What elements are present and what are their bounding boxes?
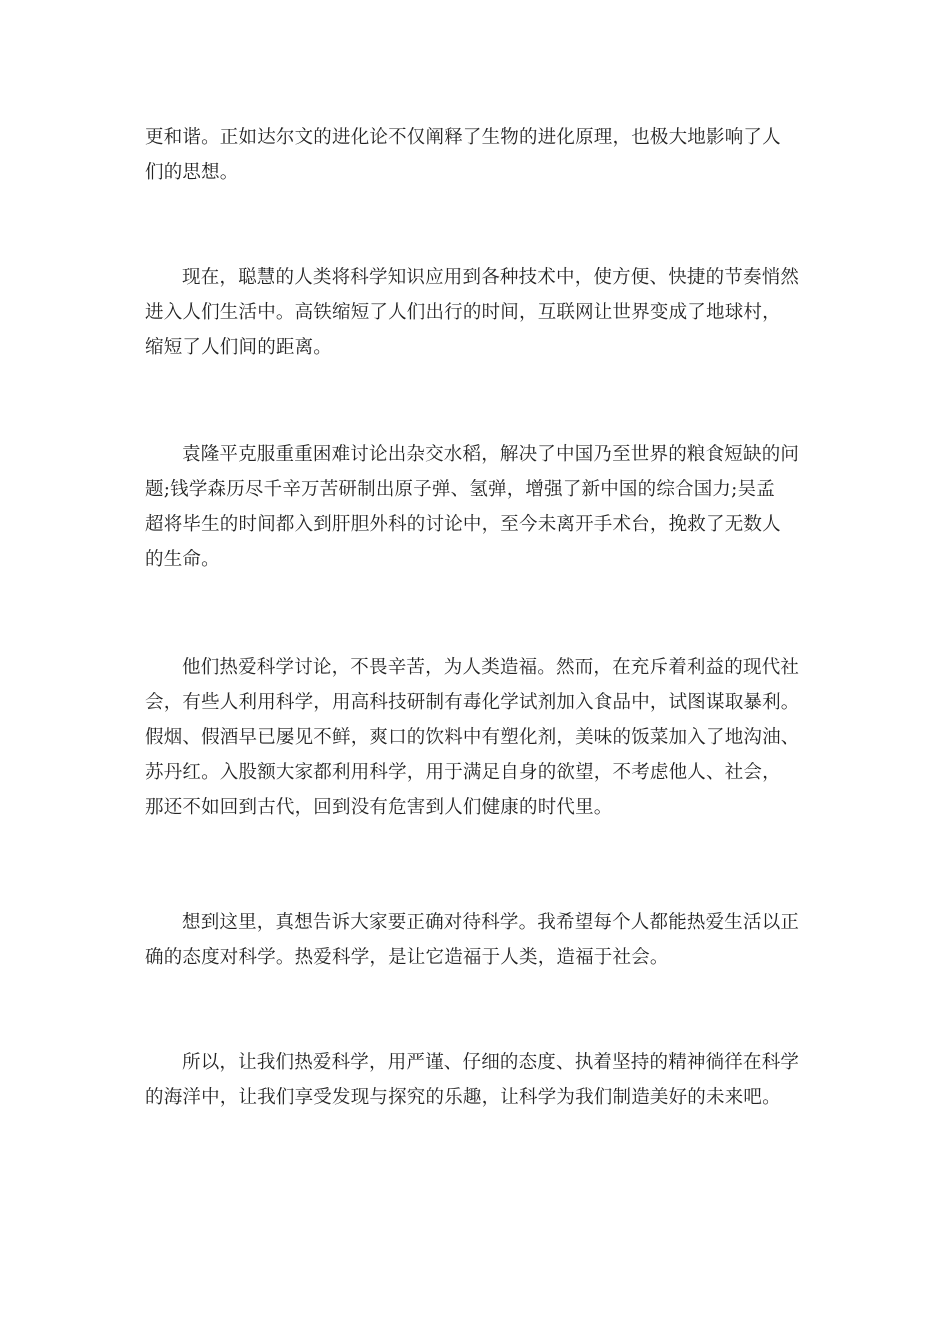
paragraph-line: 题;钱学森历尽千辛万苦研制出原子弹、氢弹，增强了新中国的综合国力;吴孟: [145, 479, 775, 500]
paragraph-line: 苏丹红。入股额大家都利用科学，用于满足自身的欲望，不考虑他人、社会，: [145, 762, 781, 783]
paragraph-line: 确的态度对科学。热爱科学，是让它造福于人类，造福于社会。: [145, 947, 669, 968]
paragraph-1: [145, 120, 810, 190]
paragraph-line: 的生命。: [145, 549, 220, 570]
paragraph-6: [145, 1045, 810, 1115]
paragraph-4: [145, 650, 810, 825]
paragraph-line: 的海洋中，让我们享受发现与探究的乐趣，让科学为我们制造美好的未来吧。: [145, 1087, 781, 1108]
paragraph-line: 更和谐。正如达尔文的进化论不仅阐释了生物的进化原理，也极大地影响了人: [145, 127, 781, 148]
paragraph-line: 想到这里，真想告诉大家要正确对待科学。我希望每个人都能热爱生活以正: [182, 912, 800, 933]
paragraph-line: 所以，让我们热爱科学，用严谨、仔细的态度、执着坚持的精神徜徉在科学: [182, 1052, 800, 1073]
paragraph-line: 进入人们生活中。高铁缩短了人们出行的时间，互联网让世界变成了地球村，: [145, 302, 781, 323]
paragraph-line: 缩短了人们间的距离。: [145, 337, 333, 358]
paragraph-line: 现在，聪慧的人类将科学知识应用到各种技术中，使方便、快捷的节奏悄然: [182, 267, 800, 288]
paragraph-5: [145, 905, 810, 975]
paragraph-line: 假烟、假酒早已屡见不鲜，爽口的饮料中有塑化剂，美味的饭菜加入了地沟油、: [145, 727, 800, 748]
paragraph-line: 他们热爱科学讨论，不畏辛苦，为人类造福。然而，在充斥着利益的现代社: [182, 657, 800, 678]
paragraph-3: [145, 437, 810, 577]
paragraph-line: 会，有些人利用科学，用高科技研制有毒化学试剂加入食品中，试图谋取暴利。: [145, 692, 800, 713]
paragraph-line: 袁隆平克服重重困难讨论出杂交水稻，解决了中国乃至世界的粮食短缺的问: [182, 444, 800, 465]
paragraph-line: 们的思想。: [145, 162, 239, 183]
paragraph-line: 超将毕生的时间都入到肝胆外科的讨论中，至今未离开手术台，挽救了无数人: [145, 514, 781, 535]
paragraph-2: [145, 260, 810, 365]
paragraph-line: 那还不如回到古代，回到没有危害到人们健康的时代里。: [145, 797, 613, 818]
